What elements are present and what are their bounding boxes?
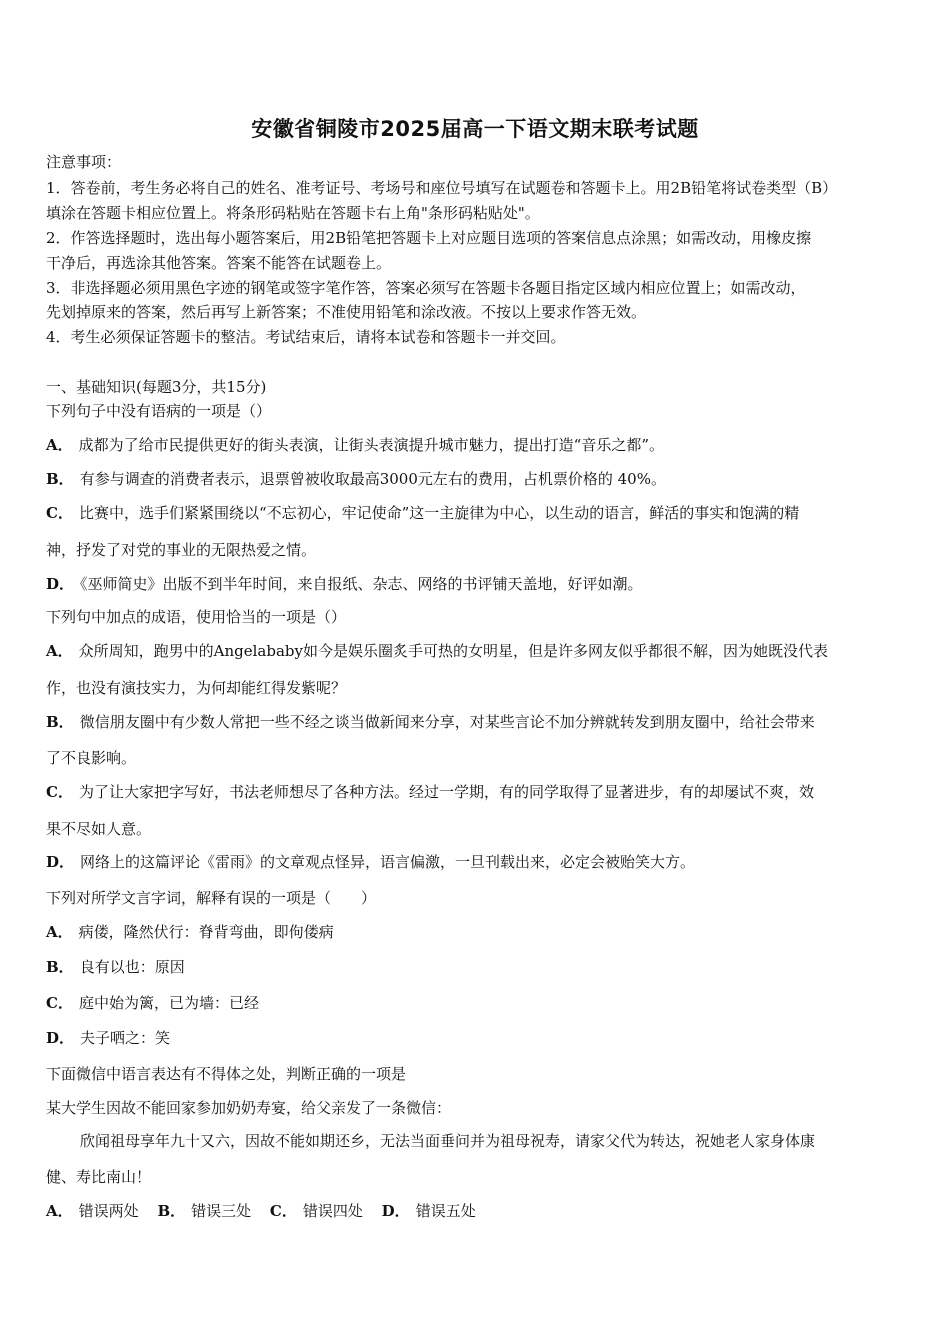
option-label: C． bbox=[46, 783, 73, 801]
option-text: 为了让大家把字写好，书法老师想尽了各种方法。经过一学期，有的同学取得了显著进步，有的却屡试不爽，效 bbox=[78, 783, 814, 801]
option-label: B． bbox=[46, 470, 74, 488]
option-label: A． bbox=[46, 1202, 73, 1220]
option-text: 成都为了给市民提供更好的街头表演，让街头表演提升城市魅力，提出打造“音乐之都”。 bbox=[78, 436, 664, 454]
option-label: C． bbox=[46, 504, 73, 522]
notice-line: 填涂在答题卡相应位置上。将条形码粘贴在答题卡右上角"条形码粘贴处"。 bbox=[46, 204, 540, 222]
option-text: 众所周知，跑男中的Angelababy如今是娱乐圈炙手可热的女明星，但是许多网友似乎都很不解，因为她既没代表 bbox=[78, 642, 828, 660]
option-b bbox=[46, 957, 906, 977]
option-text: 庭中始为篱，已为墙：已经 bbox=[78, 994, 259, 1012]
question-context: 某大学生因故不能回家参加奶奶寿宴，给父亲发了一条微信： bbox=[46, 1099, 452, 1117]
option-b: 错误三处 bbox=[191, 1202, 252, 1220]
option-c-continued: 果不尽如人意。 bbox=[46, 820, 152, 838]
option-c bbox=[46, 782, 906, 802]
wechat-message: 欣闻祖母享年九十又六，因故不能如期还乡，无法当面垂问并为祖母祝寿，请家父代为转达，祝她老人家身体康 bbox=[80, 1132, 816, 1150]
notice-line: 先划掉原来的答案，然后再写上新答案；不准使用铅笔和涂改液。不按以上要求作答无效。 bbox=[46, 303, 647, 321]
notice-line: 3．非选择题必须用黑色字迹的钢笔或签字笔作答，答案必须写在答题卡各题目指定区域内相应位置上；如需改动， bbox=[46, 279, 806, 297]
option-label: A． bbox=[46, 923, 73, 941]
option-label: D． bbox=[46, 853, 75, 871]
question-stem: 下列对所学文言字词，解释有误的一项是（ ） bbox=[46, 889, 377, 907]
notice-line: 4．考生必须保证答题卡的整洁。考试结束后，请将本试卷和答题卡一并交回。 bbox=[46, 328, 566, 346]
option-label: B． bbox=[46, 958, 74, 976]
notice-heading: 注意事项： bbox=[46, 153, 122, 171]
notice-line: 2．作答选择题时，选出每小题答案后，用2B铅笔把答题卡上对应题目选项的答案信息点涂黑；如需改动，用橡皮擦 bbox=[46, 229, 812, 247]
option-label: B． bbox=[46, 713, 74, 731]
option-label: B． bbox=[157, 1202, 186, 1220]
option-c-continued: 神，抒发了对党的事业的无限热爱之情。 bbox=[46, 541, 317, 559]
option-label: D． bbox=[381, 1202, 410, 1220]
option-b bbox=[46, 712, 906, 732]
option-b bbox=[46, 469, 906, 489]
option-text: 良有以也：原因 bbox=[79, 958, 185, 976]
option-d: 错误五处 bbox=[415, 1202, 476, 1220]
option-c bbox=[46, 993, 906, 1013]
option-a bbox=[46, 435, 906, 455]
option-d bbox=[46, 1028, 906, 1048]
option-c bbox=[46, 503, 906, 523]
section-heading: 一、基础知识(每题3分，共15分) bbox=[46, 378, 267, 396]
option-label: D． bbox=[46, 1029, 75, 1047]
option-label: C． bbox=[46, 994, 73, 1012]
option-a: 错误两处 bbox=[78, 1202, 139, 1220]
option-a bbox=[46, 922, 906, 942]
option-label: A． bbox=[46, 436, 73, 454]
option-label: D． bbox=[46, 575, 75, 593]
option-d bbox=[46, 852, 906, 872]
notice-line: 1．答卷前，考生务必将自己的姓名、准考证号、考场号和座位号填写在试题卷和答题卡上。用2B铅笔将试卷类型（B） bbox=[46, 179, 838, 197]
page-title: 安徽省铜陵市2025届高一下语文期末联考试题 bbox=[251, 117, 699, 141]
option-text: 病偻，隆然伏行：脊背弯曲，即佝偻病 bbox=[78, 923, 334, 941]
options-row bbox=[46, 1201, 906, 1221]
option-text: 比赛中，选手们紧紧围绕以“不忘初心，牢记使命”这一主旋律为中心，以生动的语言，鲜活的事实和饱满的精 bbox=[78, 504, 800, 522]
option-text: 微信朋友圈中有少数人常把一些不经之谈当做新闻来分享，对某些言论不加分辨就转发到朋友圈中，给社会带来 bbox=[79, 713, 815, 731]
option-text: 《巫师简史》出版不到半年时间，来自报纸、杂志、网络的书评铺天盖地，好评如潮。 bbox=[80, 575, 643, 593]
option-label: C． bbox=[269, 1202, 297, 1220]
question-stem: 下列句中加点的成语，使用恰当的一项是（） bbox=[46, 608, 347, 626]
option-a-continued: 作，也没有演技实力，为何却能红得发紫呢？ bbox=[46, 679, 347, 697]
option-d bbox=[46, 574, 906, 594]
option-b-continued: 了不良影响。 bbox=[46, 749, 137, 767]
question-stem: 下面微信中语言表达有不得体之处，判断正确的一项是 bbox=[46, 1065, 407, 1083]
question-stem: 下列句子中没有语病的一项是（） bbox=[46, 402, 272, 420]
option-text: 网络上的这篇评论《雷雨》的文章观点怪异，语言偏激，一旦刊载出来，必定会被贻笑大方。 bbox=[80, 853, 696, 871]
option-c: 错误四处 bbox=[302, 1202, 363, 1220]
option-a bbox=[46, 641, 906, 661]
option-label: A． bbox=[46, 642, 73, 660]
wechat-message-continued: 健、寿比南山！ bbox=[46, 1168, 152, 1186]
notice-line: 干净后，再选涂其他答案。答案不能答在试题卷上。 bbox=[46, 254, 392, 272]
option-text: 夫子哂之：笑 bbox=[80, 1029, 171, 1047]
option-text: 有参与调查的消费者表示，退票曾被收取最高3000元左右的费用，占机票价格的 40%。 bbox=[79, 470, 666, 488]
